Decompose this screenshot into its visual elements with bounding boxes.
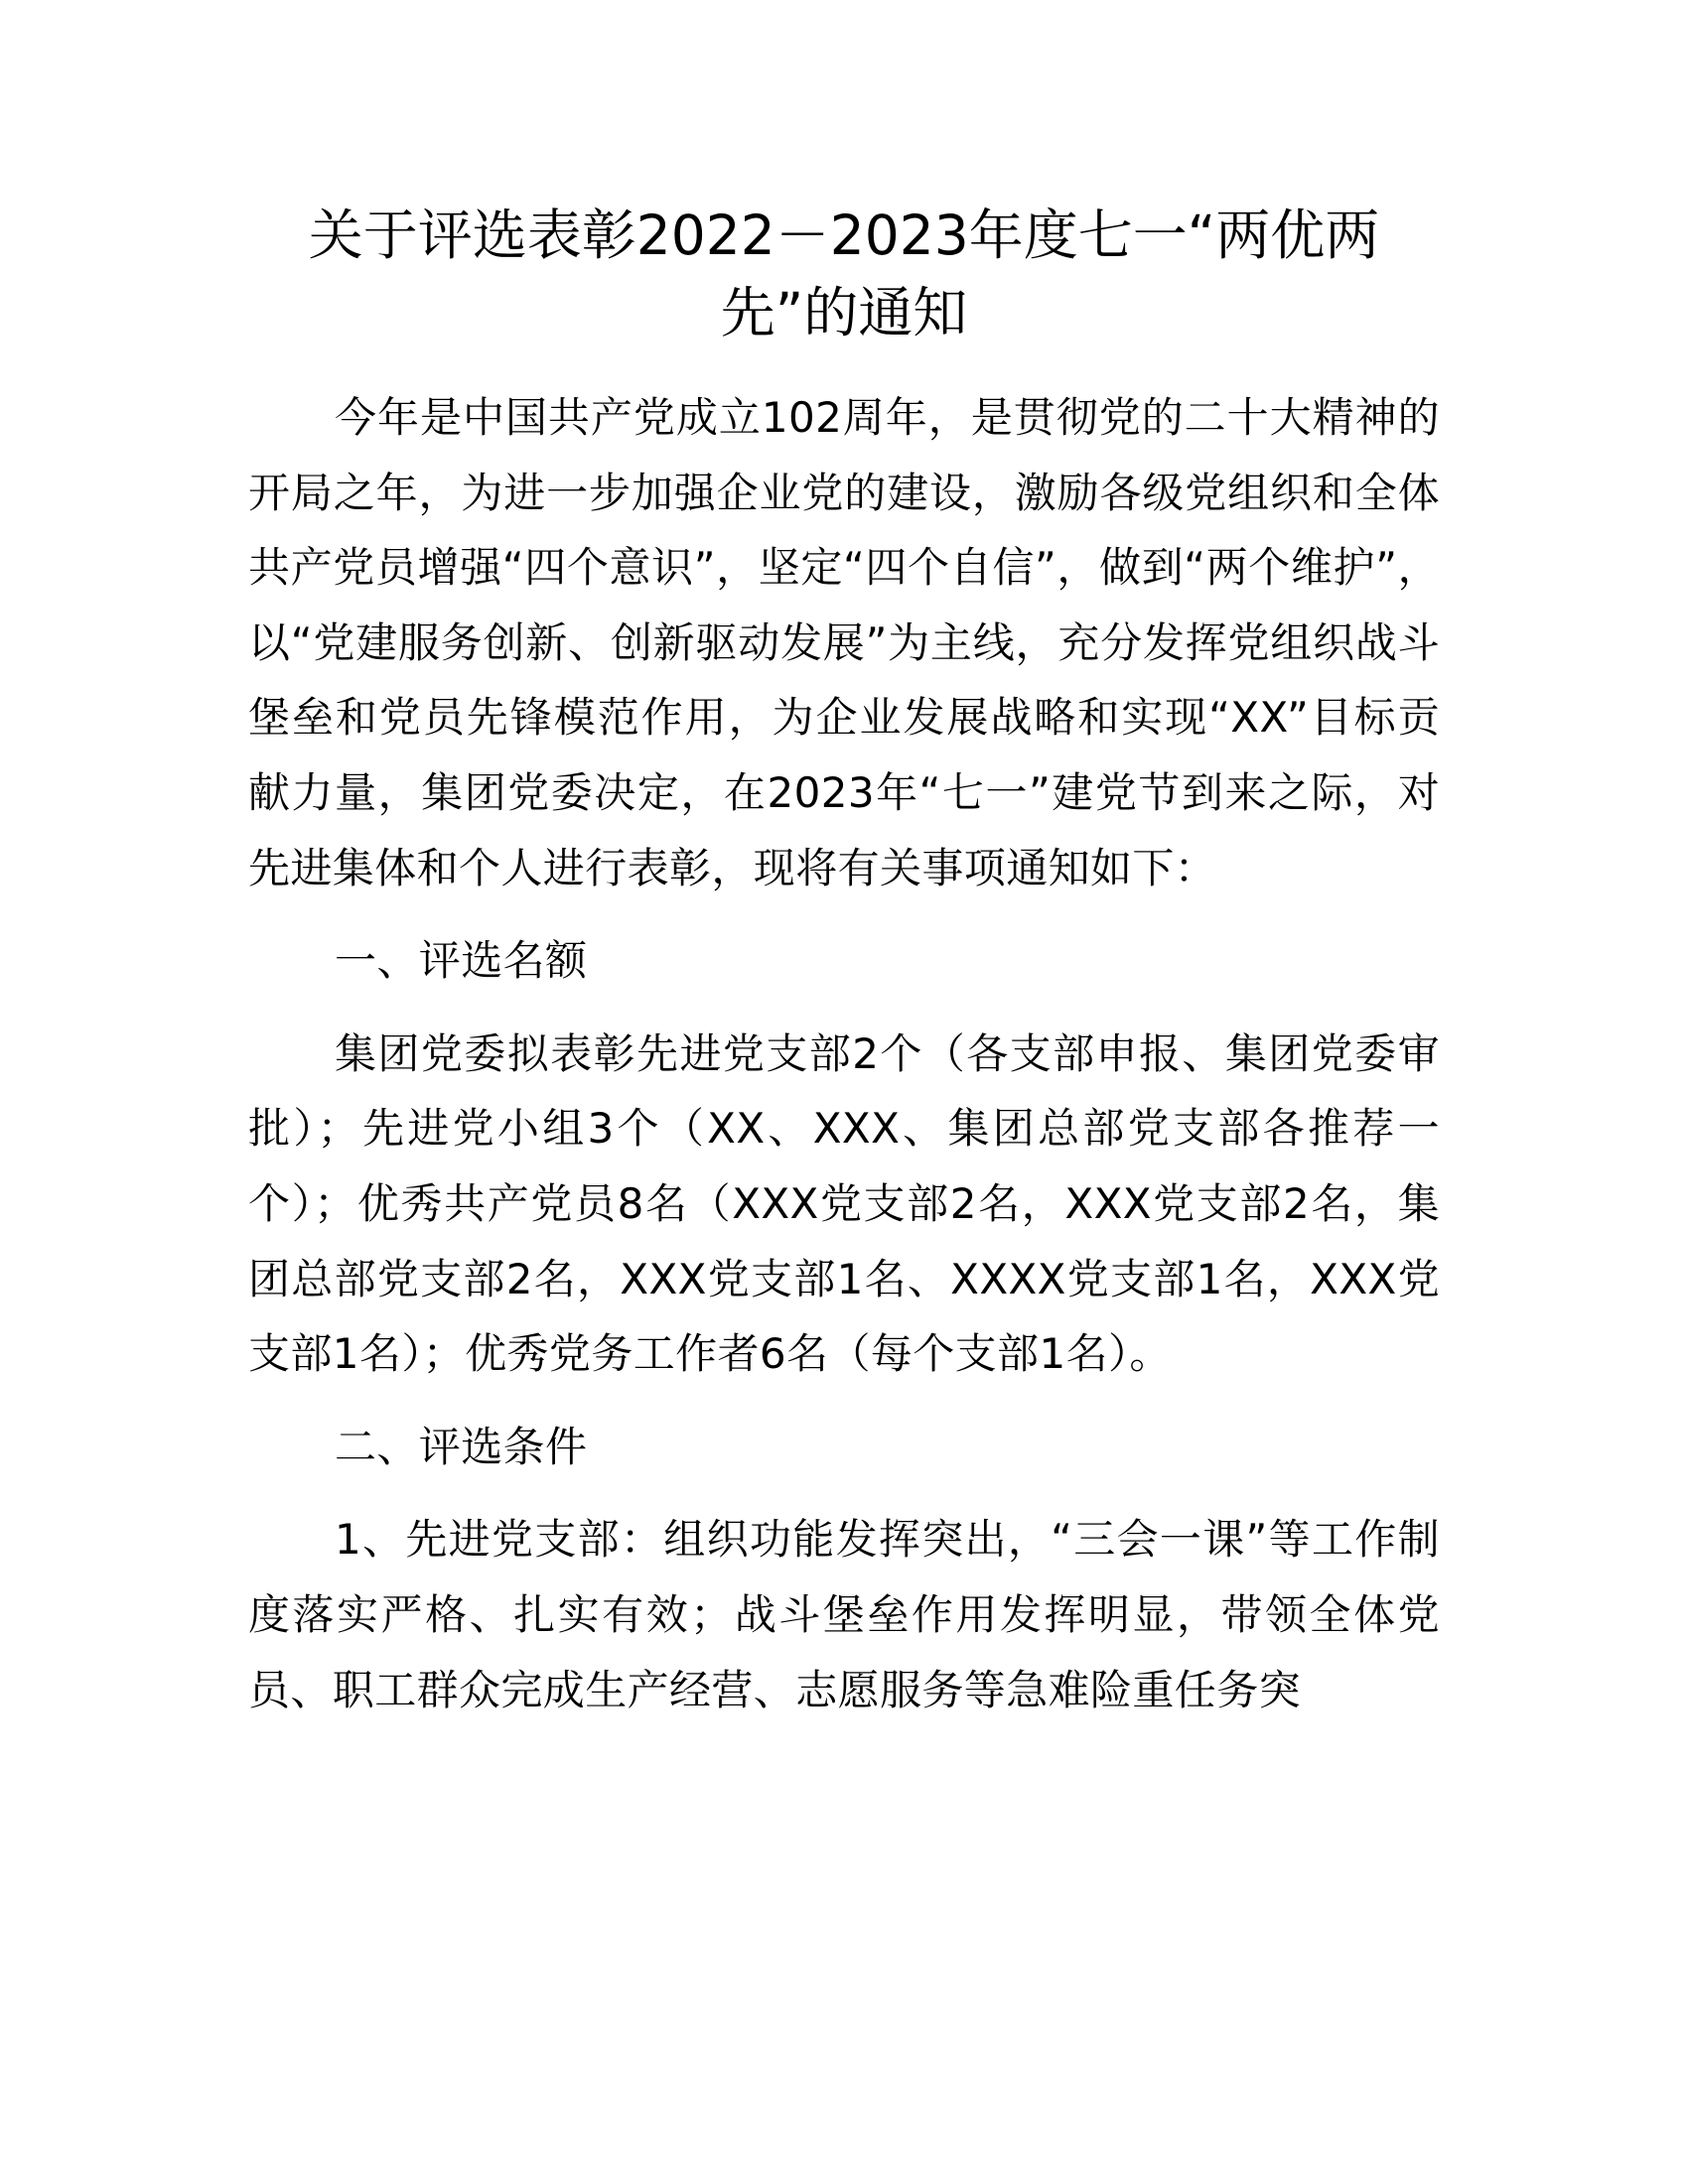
document-title: 关于评选表彰2022－2023年度七一“两优两先”的通知 [308, 204, 1380, 344]
intro-paragraph: 今年是中国共产党成立102周年，是贯彻党的二十大精神的开局之年，为进一步加强企业党的建设，激励各级党组织和全体共产党员增强“四个意识”，坚定“四个自信”，做到“两个维护”，以“党建服务创新、创新驱动发展”为主线，充分发挥党组织战斗堡垒和党员先锋模范作用，为企业发展战略和实现“XX”目标贡献力量，集团党委决定，在2023年“七一”建党节到来之际，对先进集体和个人进行表彰，现将有关事项通知如下： [248, 393, 1440, 892]
section2-item1-paragraph: 1、先进党支部：组织功能发挥突出，“三会一课”等工作制度落实严格、扎实有效；战斗堡垒作用发挥明显，带领全体党员、职工群众完成生产经营、志愿服务等急难险重任务突 [248, 1515, 1440, 1714]
document-body [248, 380, 1440, 1727]
section2-heading: 二、评选条件 [335, 1422, 588, 1471]
section1-paragraph: 集团党委拟表彰先进党支部2个（各支部申报、集团党委审批）；先进党小组3个（XX、XXX、集团总部党支部各推荐一个）；优秀共产党员8名（XXX党支部2名，XXX党支部2名，集团总部党支部2名，XXX党支部1名、XXXX党支部1名，XXX党支部1名）；优秀党务工作者6名（每个支部1名）。 [248, 1028, 1440, 1379]
section1-heading: 一、评选名额 [335, 936, 588, 986]
